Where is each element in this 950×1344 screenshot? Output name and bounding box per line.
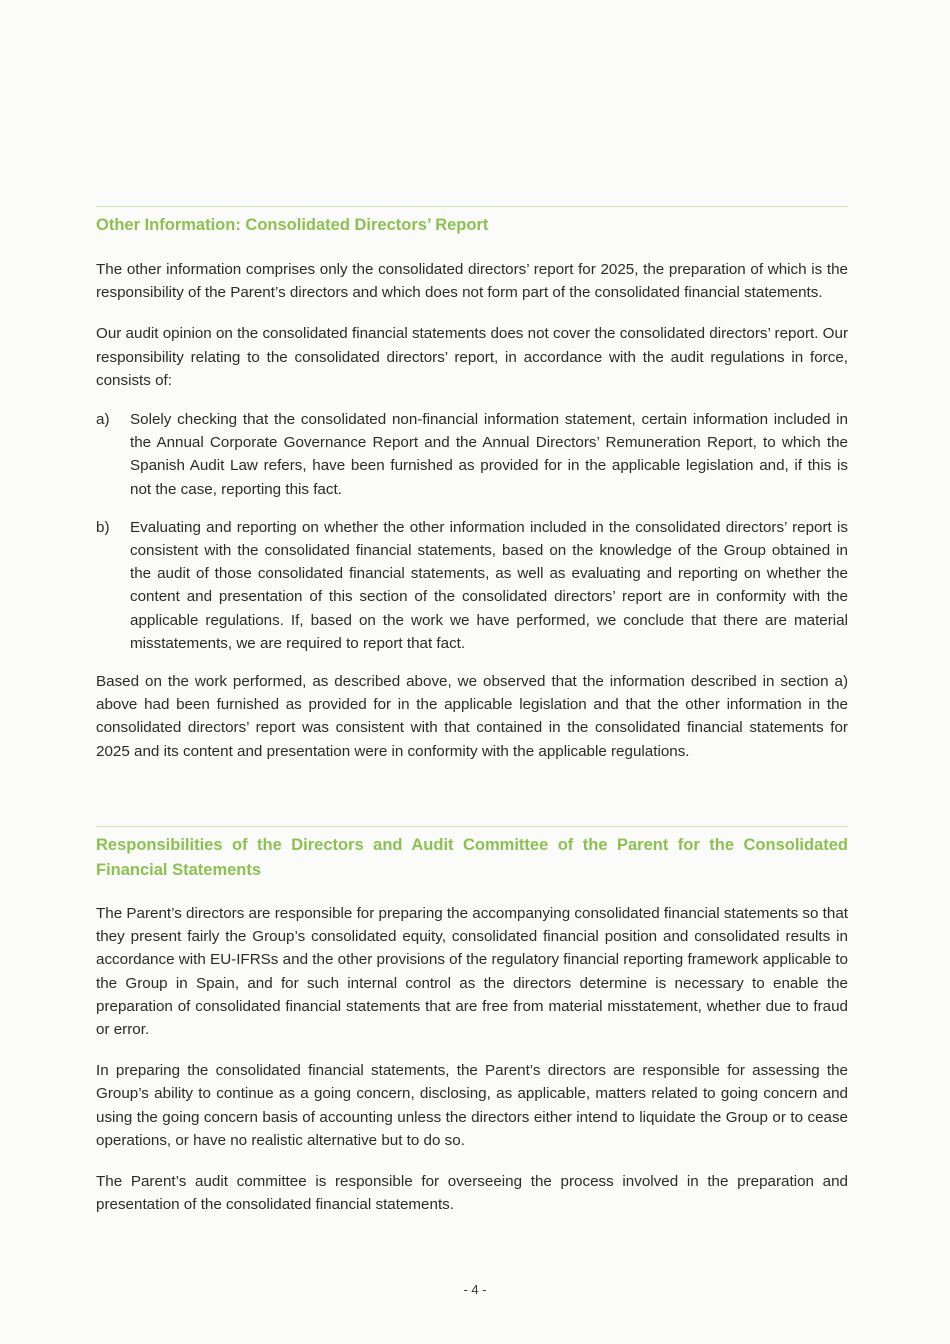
paragraph: In preparing the consolidated financial statements, the Parent’s directors are responsible for assessing the Group’s ability to continue as a going concern, disclosing, as applicable, matters related to going concern and using the going concern basis of accounting unless the directors either intend to liquidate the Group or to cease operations, or have no realistic alternative but to do so. [96, 1062, 848, 1149]
section-divider [96, 206, 848, 207]
responsibility-list [96, 408, 848, 655]
list-item [96, 408, 848, 501]
paragraph: Based on the work performed, as described above, we observed that the information described in section a) above had been furnished as provided for in the applicable legislation and that the other information in the consolidated directors’ report was consistent with that contained in the consolidated financial statements for 2025 and its content and presentation were in conformity with the applicable regulations. [96, 673, 848, 760]
list-item-text: Evaluating and reporting on whether the other information included in the consolidated directors’ report is consistent with the consolidated financial statements, based on the knowledge of the Group obtained in the audit of those consolidated financial statements, as well as evaluating and reporting on whether the content and presentation of this section of the consolidated directors’ report are in conformity with the applicable regulations. If, based on the work we have performed, we conclude that there are material misstatements, we are required to report that fact. [130, 518, 848, 652]
section-responsibilities [96, 826, 848, 1216]
section-heading: Other Information: Consolidated Directors’ Report [96, 216, 489, 234]
paragraph: The other information comprises only the consolidated directors’ report for 2025, the preparation of which is the responsibility of the Parent’s directors and which does not form part of the consolidated financial statements. [96, 261, 848, 302]
list-item [96, 516, 848, 655]
paragraph: The Parent’s directors are responsible for preparing the accompanying consolidated financial statements so that they present fairly the Group’s consolidated equity, consolidated financial position and consolidated results in accordance with EU-IFRSs and the other provisions of the regulatory financial reporting framework applicable to the Group in Spain, and for such internal control as the directors determine is necessary to enable the preparation of consolidated financial statements that are free from material misstatement, whether due to fraud or error. [96, 905, 848, 1039]
list-marker: b) [96, 518, 110, 536]
paragraph: Our audit opinion on the consolidated financial statements does not cover the consolidated directors’ report. Our responsibility relating to the consolidated directors’ report, in accordance with the audit regulations in force, consists of: [96, 325, 848, 389]
list-marker: a) [96, 411, 110, 429]
section-divider [96, 826, 848, 827]
list-item-text: Solely checking that the consolidated non-financial information statement, certain information included in the Annual Corporate Governance Report and the Annual Directors’ Remuneration Report, to which the Spanish Audit Law refers, have been furnished as provided for in the applicable legislation and, if this is not the case, reporting this fact. [130, 411, 848, 498]
page-number: - 4 - [463, 1282, 487, 1297]
section-other-information [96, 206, 848, 763]
section-heading: Responsibilities of the Directors and Audit Committee of the Parent for the Consolidated Financial Statements [96, 836, 848, 879]
paragraph: The Parent’s audit committee is responsible for overseeing the process involved in the preparation and presentation of the consolidated financial statements. [96, 1173, 848, 1214]
